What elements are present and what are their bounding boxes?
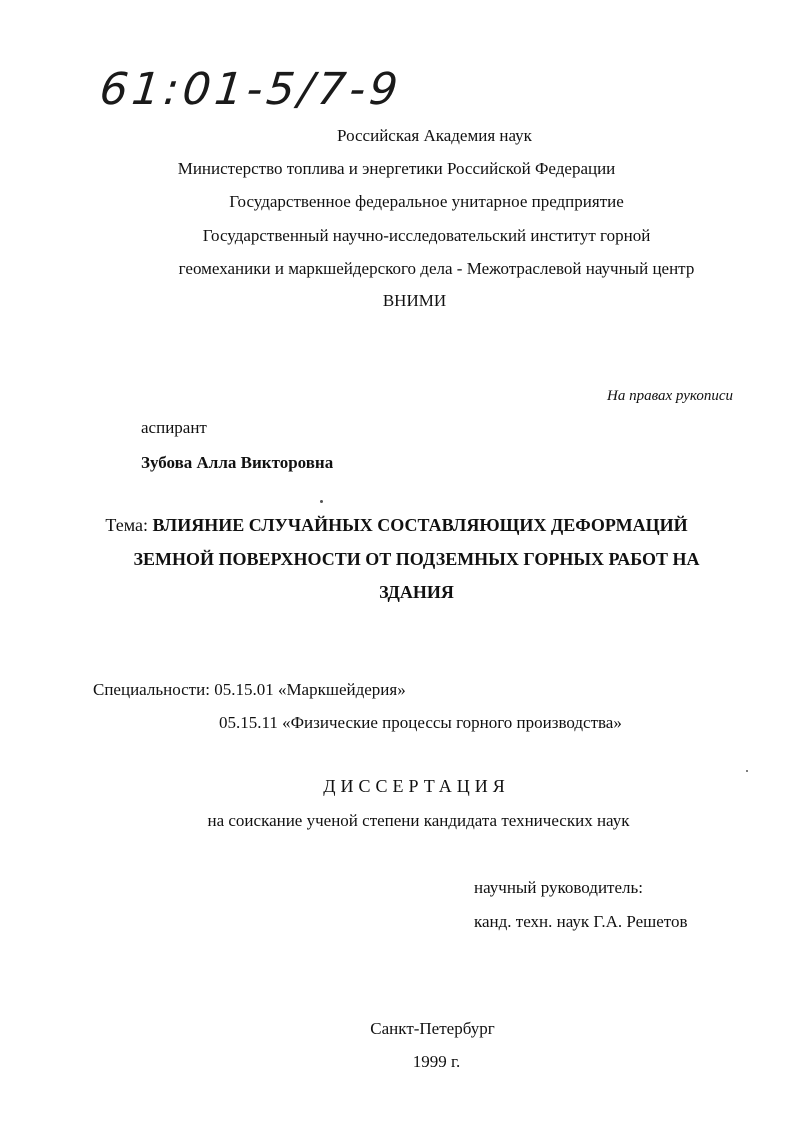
specialty-1: 05.15.01 «Маркшейдерия» [214,680,406,699]
manuscript-note: На правах рукописи [607,388,733,404]
institution-line-2: Министерство топлива и энергетики Российской Федерации [177,159,616,178]
handwritten-archive-code: 61:01-5/7-9 [97,64,405,115]
institution-line-6: ВНИМИ [382,291,447,310]
scan-speck [746,770,748,772]
degree-line: на соискание ученой степени кандидата технических наук [207,811,630,830]
specialties-label: Специальности: [93,680,210,699]
institution-line-3: Государственное федеральное унитарное предприятие [229,192,624,211]
year: 1999 г. [412,1052,461,1071]
supervisor-title: научный руководитель: [474,878,643,897]
institution-line-4: Государственный научно-исследовательский институт горной [202,226,651,245]
topic-title-part-1: ВЛИЯНИЕ СЛУЧАЙНЫХ СОСТАВЛЯЮЩИХ ДЕФОРМАЦИЙ [152,515,688,535]
city: Санкт-Петербург [370,1019,495,1038]
topic-line-1 [0,515,793,536]
specialties-line-1 [93,680,406,700]
institution-line-1: Российская Академия наук [337,126,532,145]
supervisor-name: канд. техн. наук Г.А. Решетов [474,912,688,931]
specialty-2: 05.15.11 «Физические процессы горного производства» [219,713,622,732]
document-type: ДИССЕРТАЦИЯ [323,776,510,796]
topic-label: Тема: [105,515,148,535]
topic-line-2: ЗЕМНОЙ ПОВЕРХНОСТИ ОТ ПОДЗЕМНЫХ ГОРНЫХ РАБОТ НА [133,549,700,569]
institution-line-5: геомеханики и маркшейдерского дела - Межотраслевой научный центр [178,259,695,278]
author-role: аспирант [141,418,207,437]
topic-line-3: ЗДАНИЯ [379,582,454,602]
author-name: Зубова Алла Викторовна [141,453,334,472]
scan-speck [320,500,323,503]
